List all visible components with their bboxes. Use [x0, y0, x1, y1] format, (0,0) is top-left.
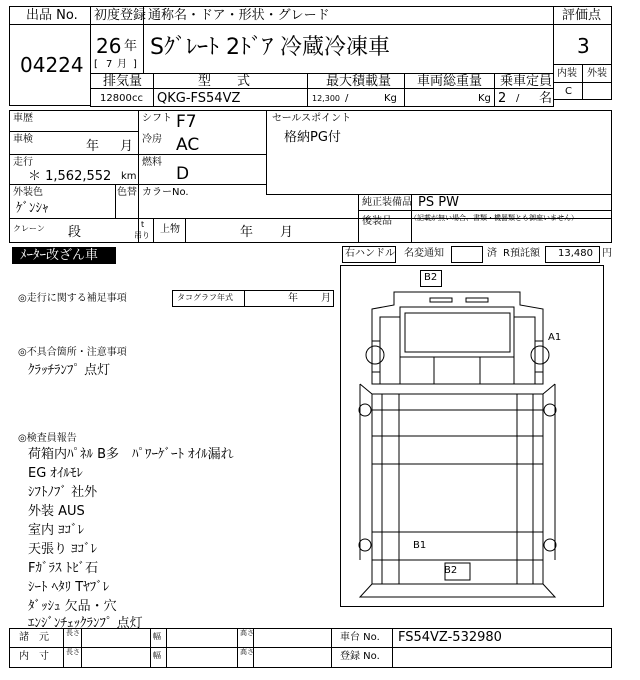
max-load-unit: Kg: [384, 93, 397, 104]
gross-weight-unit: Kg: [478, 93, 491, 104]
meter-tampered-badge: ﾒｰﾀｰ改ざん車: [12, 247, 116, 264]
max-load-sep: /: [345, 93, 349, 104]
inspector-item: EG ｵｲﾙﾓﾚ: [28, 466, 83, 481]
shift-value: F7: [176, 112, 197, 132]
ac-value: AC: [176, 135, 200, 155]
crane-ton-unit: t: [141, 220, 145, 229]
max-load-label: 最大積載量: [326, 74, 392, 89]
fuel-label: 燃料: [142, 157, 162, 168]
displacement-unit: cc: [132, 93, 143, 104]
mileage-label: 走行: [13, 157, 33, 168]
upper-body-label: 上物: [160, 224, 180, 235]
overall-grade: 3: [577, 34, 590, 58]
inspection-label: 車検: [13, 134, 33, 145]
defects-title: ◎不具合箇所・注意事項: [18, 347, 127, 358]
inspector-item: ｼｰﾄ ﾍﾀﾘ Tﾔﾌﾞﾚ: [28, 580, 110, 595]
inspector-item: 天張り ﾖｺﾞﾚ: [28, 542, 98, 557]
capacity-label: 乗車定員: [500, 74, 553, 89]
height-label: 高さ: [240, 629, 254, 637]
interior-label: 内装: [557, 68, 577, 79]
lot-number: 04224: [20, 53, 84, 77]
name-change-label: 名変通知: [404, 248, 444, 259]
upper-year-unit: 年: [240, 225, 254, 240]
equipment-label: 純正装備品: [362, 197, 412, 208]
recycle-amount: 13,480: [558, 248, 593, 259]
right-handle-label: 右ハンドル: [345, 248, 395, 259]
width-label: 幅: [153, 632, 161, 641]
length-label: 長さ: [66, 648, 80, 656]
model-value: QKG-FS54VZ: [157, 91, 241, 106]
recycle-label: R預託額: [503, 248, 540, 259]
selling-point-label: セールスポイント: [272, 113, 352, 124]
displacement-value: 12800: [100, 93, 132, 104]
capacity-value: 2: [498, 91, 507, 106]
inspector-item: ｴﾝｼﾞﾝﾁｪｯｸﾗﾝﾌﾟ 点灯: [28, 616, 143, 631]
retrofit-label: 後装品: [362, 216, 392, 227]
mileage-value: ＊ 1,562,552: [28, 169, 112, 184]
tachograph-month-unit: 月: [321, 293, 331, 304]
name-label: 通称名・ドア・形状・グレード: [148, 8, 330, 23]
max-load-value: 12,300: [312, 94, 340, 103]
recycle-unit: 円: [602, 248, 612, 259]
grade-label: 評価点: [562, 8, 602, 23]
defect-item: ｸﾗｯﾁﾗﾝﾌﾟ 点灯: [28, 363, 111, 378]
reg-year: 26: [96, 34, 122, 58]
color-change-label: 色替: [117, 187, 137, 198]
color-value: ｹﾞﾝｼｬ: [16, 201, 49, 216]
inspector-item: 外装 AUS: [28, 504, 85, 519]
capacity-unit: 名: [539, 91, 553, 106]
upper-month-unit: 月: [280, 225, 294, 240]
chassis-label: 車台 No.: [340, 632, 380, 643]
inspection-month-unit: 月: [120, 139, 134, 154]
chassis-number: FS54VZ-532980: [398, 630, 502, 645]
inspector-title: ◎検査員報告: [18, 433, 77, 444]
specs-row-label: 諸 元: [19, 632, 49, 643]
first-reg-label: 初度登録: [94, 8, 147, 23]
interior-grade: C: [565, 86, 572, 97]
inspector-item: ﾀﾞｯｼｭ 欠品・穴: [28, 599, 117, 614]
damage-mark-label: B1: [413, 540, 427, 551]
reg-month-open: [: [94, 59, 98, 70]
inspection-year-unit: 年: [86, 139, 100, 154]
exterior-label: 外装: [587, 68, 607, 79]
equipment-value: PS PW: [418, 195, 459, 210]
tachograph-label: タコグラフ年式: [177, 293, 233, 302]
shift-label: シフト: [142, 113, 172, 124]
crane-hang-unit: 吊り: [134, 231, 150, 240]
fuel-value: D: [176, 164, 190, 184]
reg-month-close: ]: [133, 59, 137, 70]
capacity-sep: /: [516, 93, 520, 104]
gross-weight-label: 車両総重量: [417, 74, 483, 89]
vehicle-name: Sｸﾞﾚｰﾄ 2ﾄﾞｱ 冷蔵冷凍車: [150, 35, 390, 60]
reg-month-unit: 月: [117, 59, 127, 70]
inner-dim-label: 内 寸: [19, 651, 49, 662]
ac-label: 冷房: [142, 134, 162, 145]
damage-mark-label: A1: [548, 332, 562, 343]
footer-grid: [9, 628, 612, 668]
retrofit-note: （記載が無い場合、書類・機器類とも御座いません）: [410, 214, 578, 222]
width-label: 幅: [153, 651, 161, 660]
model-label: 型 式: [198, 74, 251, 89]
mileage-unit: km: [121, 171, 137, 182]
crane-step-unit: 段: [68, 225, 82, 240]
history-label: 車歴: [13, 113, 33, 124]
inspector-item: Fｶﾞﾗｽ ﾄﾋﾞ石: [28, 561, 99, 576]
driving-remarks-title: ◎走行に関する補足事項: [18, 293, 127, 304]
tachograph-year-unit: 年: [288, 293, 298, 304]
recycle-prefix: 済: [487, 248, 497, 259]
inspector-item: ｼﾌﾄﾉﾌﾞ 社外: [28, 485, 98, 500]
color-code-label: カラーNo.: [142, 187, 189, 198]
reg-year-unit: 年: [124, 39, 138, 54]
color-label: 外装色: [13, 187, 43, 198]
damage-mark-label: B2: [444, 565, 458, 576]
lot-label: 出品 No.: [26, 8, 78, 23]
damage-mark-label: B2: [424, 272, 438, 283]
reg-month: 7: [106, 59, 113, 70]
inspector-item: 荷箱内ﾊﾟﾈﾙ B多 ﾊﾟﾜｰｹﾞｰﾄ ｵｲﾙ漏れ: [28, 447, 234, 462]
selling-point-value: 格納PG付: [284, 130, 341, 145]
crane-label: クレーン: [13, 224, 45, 233]
displacement-label: 排気量: [103, 74, 143, 89]
registration-label: 登録 No.: [340, 651, 380, 662]
inspector-item: 室内 ﾖｺﾞﾚ: [28, 523, 85, 538]
length-label: 長さ: [66, 629, 80, 637]
height-label: 高さ: [240, 648, 254, 656]
